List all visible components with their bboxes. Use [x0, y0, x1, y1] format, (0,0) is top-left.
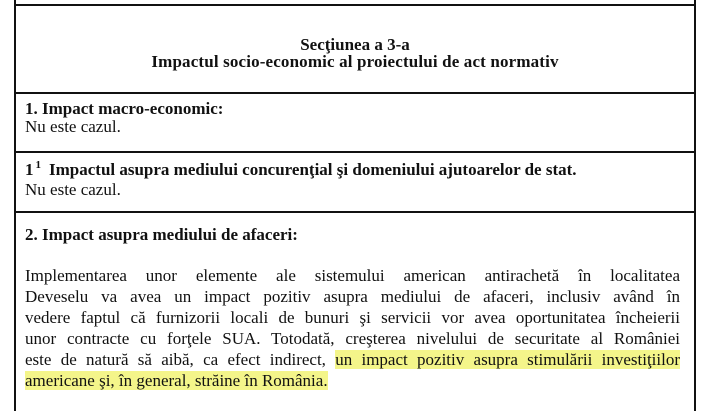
competition-impact-superscript: 1 [35, 159, 41, 171]
paragraph-line-4: unor contracte cu forţele SUA. Totodată, creşterea nivelului de securitate al României [25, 329, 680, 348]
business-impact-heading: 2. Impact asupra mediului de afaceri: [25, 225, 298, 244]
row-divider-2 [14, 151, 696, 153]
paragraph-line-2: Deveselu va avea un impact pozitiv asupra mediului de afaceri, inclusiv având în [25, 287, 680, 306]
competition-impact-text: Nu este cazul. [25, 180, 121, 199]
paragraph-line-3: vedere faptul că furnizorii locali de bunuri şi servicii vor avea oportunitatea încheierii [25, 308, 680, 327]
section-subtitle: Impactul socio-economic al proiectului de act normativ [151, 52, 559, 71]
macro-impact-heading: 1. Impact macro-economic: [25, 99, 224, 118]
competition-impact-heading: Impactul asupra mediului concurenţial şi domeniului ajutoarelor de stat. [49, 160, 577, 179]
competition-impact-heading-row [25, 160, 577, 182]
highlighted-text-1: un impact pozitiv asupra stimulării investiţiilor [335, 350, 680, 369]
paragraph-line-5-text: este de natură să aibă, ca efect indirect, [25, 350, 336, 369]
paragraph-line-1: Implementarea unor elemente ale sistemului american antirachetă în localitatea [25, 266, 680, 285]
paragraph-line-5 [25, 349, 680, 370]
highlighted-text-2: americane şi, în general, străine în România. [25, 371, 328, 390]
row-divider-3 [14, 211, 696, 213]
table-border-right [694, 0, 696, 411]
competition-impact-number: 1 [25, 160, 34, 179]
row-divider-1 [14, 92, 696, 94]
business-impact-paragraph [25, 265, 680, 391]
table-border-top [14, 4, 696, 6]
paragraph-line-6 [25, 370, 680, 391]
section-title: Secţiunea a 3-a [300, 35, 410, 54]
macro-impact-text: Nu este cazul. [25, 117, 121, 136]
